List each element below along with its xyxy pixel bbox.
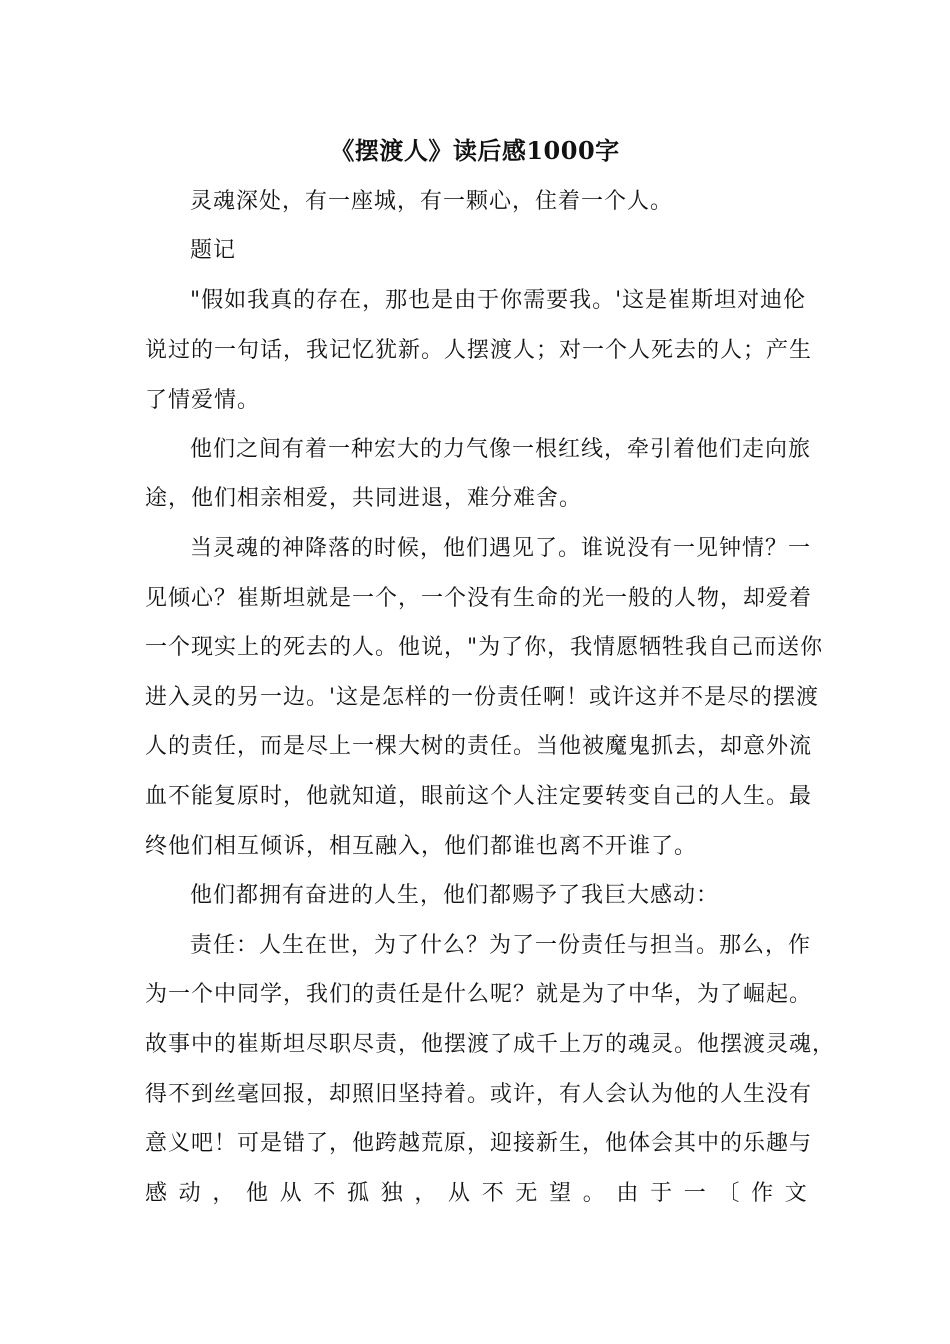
paragraph-line: 当灵魂的神降落的时候，他们遇见了。谁说没有一见钟情？一 [190, 536, 812, 561]
char: ， [212, 1181, 235, 1206]
char: 于 [650, 1181, 673, 1206]
paragraph-line-justified [145, 1177, 807, 1211]
paragraph-line: 了情爱情。 [145, 388, 261, 413]
char: 不 [313, 1181, 336, 1206]
paragraph-line: 题记 [190, 238, 237, 263]
char: 从 [448, 1181, 471, 1206]
char: 他 [246, 1181, 269, 1206]
paragraph-line: 说过的一句话，我记忆犹新。人摆渡人；对一个人死去的人；产生 [145, 338, 813, 363]
paragraph-line: 人的责任，而是尽上一棵大树的责任。当他被魔鬼抓去，却意外流 [145, 734, 813, 759]
char: 独 [380, 1181, 403, 1206]
paragraph-line: 责任：人生在世，为了什么？为了一份责任与担当。那么，作 [190, 933, 812, 958]
char: 一 [683, 1181, 706, 1206]
paragraph-line: 他们之间有着一种宏大的力气像一根红线，牵引着他们走向旅 [190, 437, 812, 462]
paragraph-line: 终他们相互倾诉，相互融入，他们都谁也离不开谁了。 [145, 834, 698, 859]
char: 动 [178, 1181, 201, 1206]
paragraph-line: 进入灵的另一边。'这是怎样的一份责任啊！或许这并不是尽的摆渡 [145, 685, 820, 710]
paragraph-line: 为一个中同学，我们的责任是什么呢？就是为了中华，为了崛起。 [145, 982, 813, 1007]
char: 〔 [717, 1181, 740, 1206]
char: 文 [784, 1181, 807, 1206]
document-title: 《摆渡人》读后感1000字 [330, 136, 620, 165]
paragraph-line: 故事中的崔斯坦尽职尽责，他摆渡了成千上万的魂灵。他摆渡灵魂， [145, 1032, 836, 1057]
paragraph-line: 血不能复原时，他就知道，眼前这个人注定要转变自己的人生。最 [145, 784, 813, 809]
paragraph-line: 他们都拥有奋进的人生，他们都赐予了我巨大感动： [190, 883, 720, 908]
char: 无 [515, 1181, 538, 1206]
paragraph-line: "假如我真的存在，那也是由于你需要我。'这是崔斯坦对迪伦 [190, 288, 807, 313]
char: ， [414, 1181, 437, 1206]
char: 作 [751, 1181, 774, 1206]
char: 从 [279, 1181, 302, 1206]
paragraph-line: 得不到丝毫回报，却照旧坚持着。或许，有人会认为他的人生没有 [145, 1082, 813, 1107]
paragraph-line: 见倾心？崔斯坦就是一个，一个没有生命的光一般的人物，却爱着 [145, 586, 813, 611]
paragraph-line: 灵魂深处，有一座城，有一颗心，住着一个人。 [190, 189, 674, 214]
paragraph-line: 一个现实上的死去的人。他说，"为了你，我情愿牺牲我自己而送你 [145, 635, 824, 660]
char: 望 [549, 1181, 572, 1206]
paragraph-line: 途，他们相亲相爱，共同进退，难分难舍。 [145, 486, 583, 511]
char: 由 [616, 1181, 639, 1206]
paragraph-line: 意义吧！可是错了，他跨越荒原，迎接新生，他体会其中的乐趣与 [145, 1131, 813, 1156]
char: 不 [481, 1181, 504, 1206]
char: 。 [582, 1181, 605, 1206]
char: 孤 [347, 1181, 370, 1206]
char: 感 [145, 1181, 168, 1206]
